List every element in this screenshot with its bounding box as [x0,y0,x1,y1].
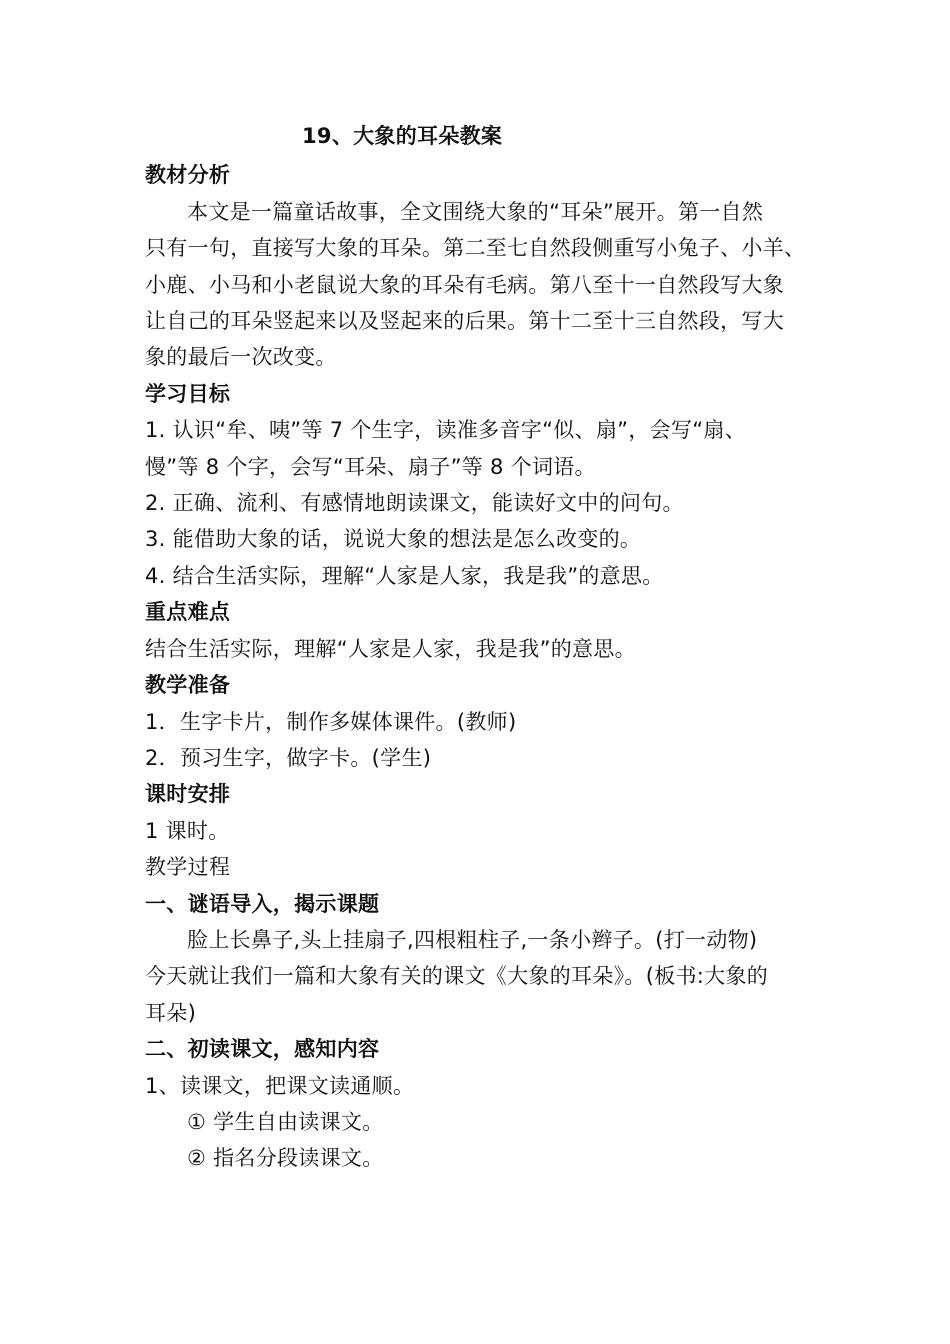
riddle-line: 脸上长鼻子,头上挂扇子,四根粗柱子,一条小辫子。(打一动物) [187,927,758,952]
difficulty-line: 结合生活实际，理解“人家是人家，我是我”的意思。 [145,636,636,661]
heading-key-difficulties: 重点难点 [145,600,231,625]
document-page [145,118,815,1177]
analysis-line: 只有一句，直接写大象的耳朵。第二至七自然段侧重写小兔子、小羊、 [145,236,806,261]
preparation-line: 1．生字卡片，制作多媒体课件。(教师) [145,709,517,734]
preparation-line: 2．预习生字，做字卡。(学生) [145,745,432,770]
analysis-line: 象的最后一次改变。 [145,345,337,370]
goal-line: 2. 正确、流利、有感情地朗读课文，能读好文中的问句。 [145,491,684,516]
step-line: 1、读课文，把课文读通顺。 [145,1073,415,1098]
heading-part-two: 二、初读课文，感知内容 [145,1037,380,1062]
intro-line: 今天就让我们一篇和大象有关的课文《大象的耳朵》。(板书:大象的 [145,964,769,989]
analysis-line: 本文是一篇童话故事，全文围绕大象的“耳朵”展开。第一自然 [187,199,764,224]
sub-step-line: ① 学生自由读课文。 [187,1109,384,1134]
goal-line: 1. 认识“牟、咦”等 7 个生字，读准多音字“似、扇”，会写“扇、 [145,418,747,443]
analysis-line: 小鹿、小马和小老鼠说大象的耳朵有毛病。第八至十一自然段写大象 [145,272,784,297]
goal-line: 4. 结合生活实际，理解“人家是人家，我是我”的意思。 [145,563,664,588]
schedule-line: 1 课时。 [145,818,230,843]
goal-line: 慢”等 8 个字，会写“耳朵、扇子”等 8 个词语。 [145,454,596,479]
process-label: 教学过程 [145,855,231,880]
heading-schedule: 课时安排 [145,782,231,807]
heading-preparation: 教学准备 [145,673,231,698]
intro-line: 耳朵) [145,1000,197,1025]
heading-textbook-analysis: 教材分析 [145,163,231,188]
sub-step-line: ② 指名分段读课文。 [187,1146,384,1171]
heading-part-one: 一、谜语导入，揭示课题 [145,891,380,916]
document-title: 19、大象的耳朵教案 [302,124,503,148]
goal-line: 3. 能借助大象的话，说说大象的想法是怎么改变的。 [145,527,642,552]
heading-learning-goals: 学习目标 [145,381,231,406]
analysis-line: 让自己的耳朵竖起来以及竖起来的后果。第十二至十三自然段，写大 [145,309,784,334]
